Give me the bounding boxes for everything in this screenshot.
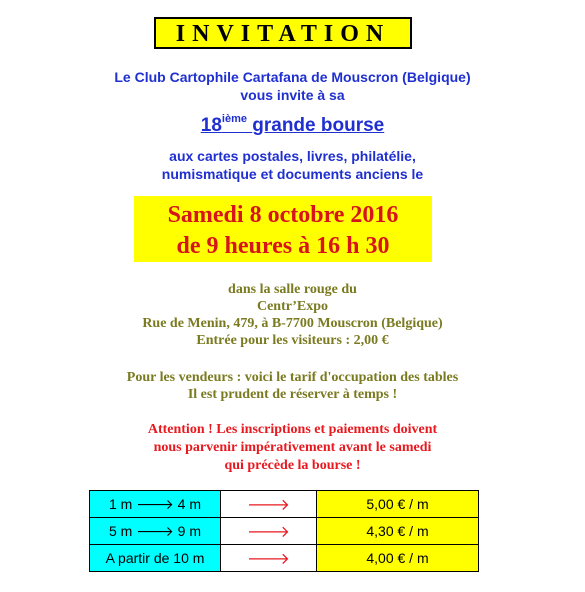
warning-line-2: nous parvenir impérativement avant le samedi [153,440,432,455]
date-line-1: Samedi 8 octobre 2016 [167,202,399,228]
event-heading-underline [201,115,384,136]
range-to: 4 m [177,495,201,512]
venue-line-4: Entrée pour les visiteurs : 2,00 € [196,333,389,348]
event-ordinal-suffix: ième [221,113,247,125]
price-cell: 4,00 € / m [317,545,479,572]
arrow-icon: 🡒 [247,550,290,568]
range-cell [90,491,221,518]
warning-line-3: qui précède la bourse ! [224,458,361,473]
range-to: 9 m [177,522,201,539]
venue-block [0,281,585,349]
arrow-icon: 🡒 [136,495,174,512]
arrow-cell [221,545,317,572]
date-line-2: de 9 heures à 16 h 30 [176,233,390,259]
vendors-block [0,369,585,403]
invitation-title: INVITATION [154,17,412,49]
arrow-icon: 🡒 [136,522,174,539]
range-cell: A partir de 10 m [90,545,221,572]
venue-line-3: Rue de Menin, 479, à B-7700 Mouscron (Belgique) [142,316,443,331]
price-cell: 4,30 € / m [317,518,479,545]
subject-line-2: numismatique et documents anciens le [161,166,424,182]
range-from: 5 m [108,522,133,539]
intro-block [0,68,585,104]
arrow-cell [221,518,317,545]
table-row [90,518,479,545]
intro-line-1: Le Club Cartophile Cartafana de Mouscron (Belgique) [114,69,471,85]
warning-block [0,421,585,475]
warning-line-1: Attention ! Les inscriptions et paiements doivent [147,422,438,437]
date-box [134,196,432,262]
event-ordinal-number: 18 [200,115,222,136]
intro-line-2: vous invite à sa [240,87,345,103]
subject-line-1: aux cartes postales, livres, philatélie, [169,148,416,164]
vendors-line-2: Il est prudent de réserver à temps ! [187,387,398,402]
arrow-cell [221,491,317,518]
subject-block [0,147,585,183]
arrow-icon: 🡒 [247,496,290,514]
event-name: grande bourse [252,115,385,136]
price-cell: 5,00 € / m [317,491,479,518]
event-heading [0,113,585,137]
table-row [90,491,479,518]
range-cell [90,518,221,545]
arrow-icon: 🡒 [247,523,290,541]
vendors-line-1: Pour les vendeurs : voici le tarif d'occupation des tables [126,370,459,385]
venue-line-2: Centr’Expo [256,299,329,314]
table-row [90,545,479,572]
range-from: 1 m [108,495,133,512]
venue-line-1: dans la salle rouge du [228,282,357,297]
tarif-table [89,490,479,572]
